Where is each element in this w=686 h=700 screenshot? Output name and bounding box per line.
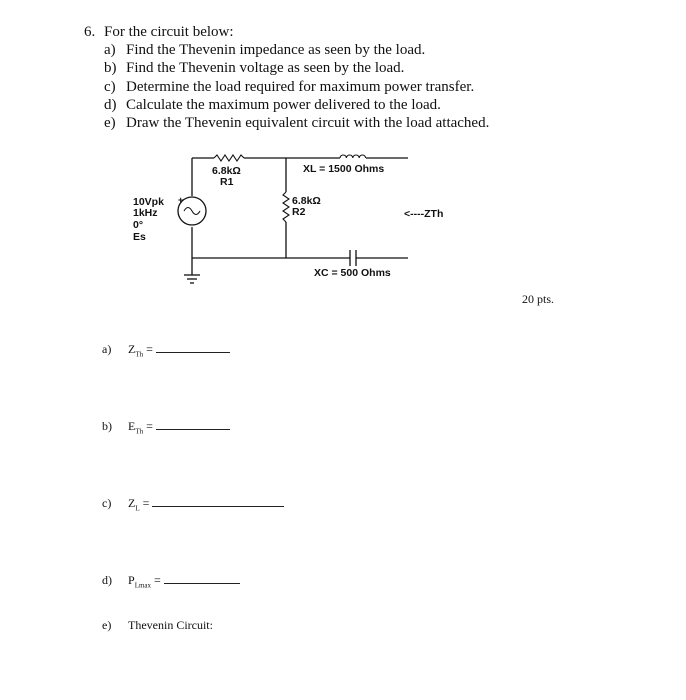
r2-resistor [283,192,289,222]
answer-c: c) $Z_L$ = [102,495,284,512]
answer-b-blank[interactable] [156,418,230,430]
inductor-xl [340,155,366,158]
question-number: 6. [84,24,96,40]
xl-label: XL = 1500 Ohms [303,163,385,175]
r1-value: 6.8kΩ [212,165,241,177]
capacitor-xc [350,250,356,266]
answer-c-blank[interactable] [152,495,284,507]
r2-name: R2 [292,206,306,218]
answer-b: b) $E_{Th}$ = [102,418,230,435]
zth-arrow-label: <----ZTh [404,208,444,220]
source-amplitude: 10Vpk [133,196,164,208]
part-c: c) Determine the load required for maximum power transfer. [104,78,475,95]
source-name: Es [133,231,146,243]
source-frequency: 1kHz [133,207,158,219]
ac-source-icon [178,195,206,225]
answer-d: d) $P_{Lmax}$ = [102,572,240,589]
part-e: e) Draw the Thevenin equivalent circuit with the load attached. [104,115,490,132]
circuit-diagram [0,0,686,300]
ground-icon [184,275,200,283]
source-phase: 0° [133,219,144,231]
part-d: d) Calculate the maximum power delivered to the load. [104,96,441,113]
xc-label: XC = 500 Ohms [314,267,391,279]
r1-name: R1 [220,176,234,188]
answer-d-blank[interactable] [164,572,240,584]
r2-value: 6.8kΩ [292,195,321,207]
answer-a-blank[interactable] [156,341,230,353]
part-a: a) Find the Thevenin impedance as seen by the load. [104,42,426,58]
svg-text:+: + [178,195,184,205]
answer-a: a) $Z_{Th}$ = [102,341,230,358]
question-heading: For the circuit below: [104,24,234,40]
answer-e: e) Thevenin Circuit: [102,618,213,632]
points-label: 20 pts. [522,292,555,306]
part-b: b) Find the Thevenin voltage as seen by the load. [104,60,405,77]
r1-resistor [214,155,244,161]
